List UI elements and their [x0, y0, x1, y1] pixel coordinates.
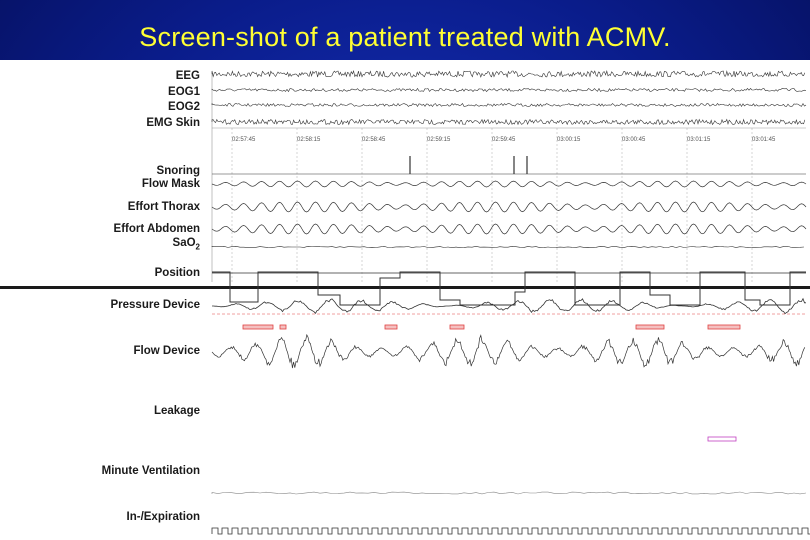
time-tick-label: 02:58:45	[362, 137, 386, 143]
channel-label-position: Position	[154, 267, 200, 279]
eog1-trace	[212, 89, 806, 92]
channel-label-emg-skin: EMG Skin	[146, 117, 200, 129]
time-tick-label: 02:59:45	[492, 137, 516, 143]
pressure-event-marker	[450, 325, 464, 329]
time-tick-label: 02:57:45	[232, 137, 256, 143]
channel-label-in-expiration: In-/Expiration	[126, 511, 200, 523]
flow-mask-trace	[212, 181, 806, 187]
time-tick-label: 03:00:45	[622, 137, 646, 143]
effort-abdomen-trace	[212, 224, 806, 234]
pressure-event-marker	[636, 325, 664, 329]
flow-marker	[708, 437, 736, 441]
channel-label-eog2: EOG2	[168, 101, 200, 113]
slide-title: Screen-shot of a patient treated with ACMV.	[139, 22, 671, 52]
channel-label-flow-device: Flow Device	[133, 345, 200, 357]
time-tick-label: 03:01:15	[687, 137, 711, 143]
time-tick-label: 02:59:15	[427, 137, 451, 143]
in-expiration-trace	[212, 528, 810, 534]
channel-label-effort-thorax: Effort Thorax	[127, 201, 200, 213]
pressure-event-marker	[708, 325, 740, 329]
flow-device-trace	[212, 335, 805, 368]
channel-label-pressure-device: Pressure Device	[110, 299, 200, 311]
channel-label-eog1: EOG1	[168, 86, 200, 98]
emg-trace	[212, 120, 805, 125]
channel-label-eeg: EEG	[175, 70, 200, 82]
channel-label-minute-ventilation: Minute Ventilation	[101, 465, 200, 477]
effort-thorax-trace	[212, 202, 806, 212]
psg-recording-panel	[0, 60, 810, 540]
time-tick-label: 03:01:45	[752, 137, 776, 143]
pressure-device-trace	[212, 299, 806, 314]
minute-ventilation-trace	[212, 272, 806, 305]
eeg-trace	[212, 71, 805, 77]
time-tick-label: 03:00:15	[557, 137, 581, 143]
pressure-event-marker	[243, 325, 273, 329]
time-tick-label: 02:58:15	[297, 137, 321, 143]
channel-label-leakage: Leakage	[153, 405, 200, 417]
pressure-event-marker	[280, 325, 286, 329]
channel-label-sao2: SaO$_2$	[172, 237, 200, 252]
pressure-event-marker	[385, 325, 397, 329]
channel-label-snoring: Snoring	[156, 165, 200, 177]
channel-label-flow-mask: Flow Mask	[141, 178, 200, 190]
eog2-trace	[212, 104, 806, 107]
sao2-trace	[212, 246, 804, 247]
leakage-trace	[212, 492, 806, 494]
signal-traces	[0, 60, 810, 540]
channel-label-effort-abdomen: Effort Abdomen	[113, 223, 200, 235]
